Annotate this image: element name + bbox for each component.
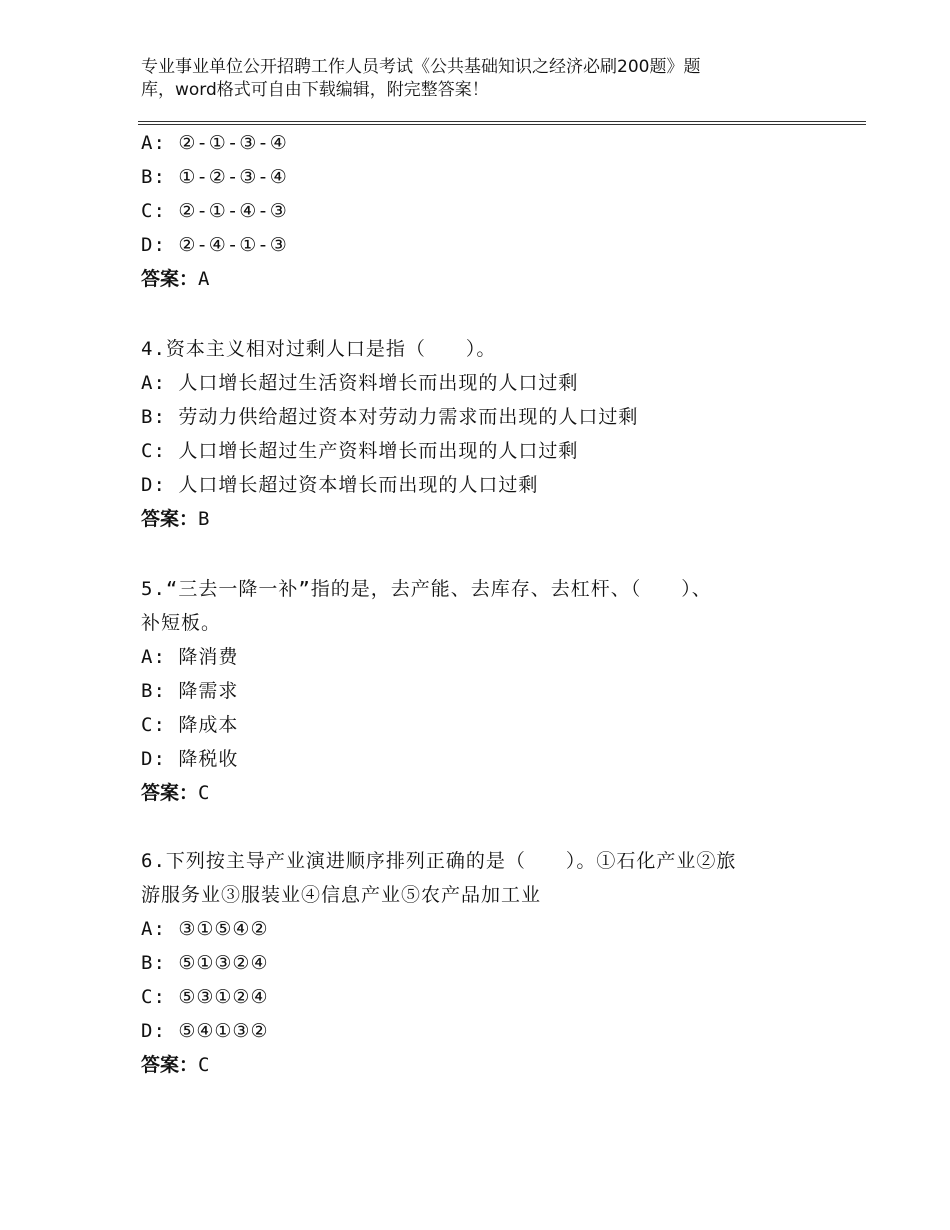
q5-answer-value: C (198, 782, 210, 804)
q3-option-c: C: ②-①-④-③ (141, 200, 288, 222)
q4-option-a: A: 人口增长超过生活资料增长而出现的人口过剩 (141, 372, 579, 394)
q6-answer-value: C (198, 1054, 210, 1076)
answer-label: 答案： (141, 508, 199, 530)
header-divider-bottom (138, 124, 866, 125)
q4-stem: 4.资本主义相对过剩人口是指（ ）。 (141, 338, 497, 360)
q5-option-d: D: 降税收 (141, 748, 239, 770)
q3-option-a: A: ②-①-③-④ (141, 132, 288, 154)
q3-option-b: B: ①-②-③-④ (141, 166, 288, 188)
q4-answer-value: B (198, 508, 210, 530)
q6-option-c: C: ⑤③①②④ (141, 986, 269, 1008)
q6-option-d: D: ⑤④①③② (141, 1020, 269, 1042)
q6-option-a: A: ③①⑤④② (141, 918, 269, 940)
q3-option-d: D: ②-④-①-③ (141, 234, 288, 256)
answer-label: 答案： (141, 268, 199, 290)
q4-answer (141, 506, 209, 532)
answer-label: 答案： (141, 1054, 199, 1076)
q5-option-c: C: 降成本 (141, 714, 239, 736)
q4-option-b: B: 劳动力供给超过资本对劳动力需求而出现的人口过剩 (141, 406, 639, 428)
document-header (141, 56, 781, 102)
header-divider-top (138, 121, 866, 122)
q4-option-c: C: 人口增长超过生产资料增长而出现的人口过剩 (141, 440, 579, 462)
q6-stem-line-1: 6.下列按主导产业演进顺序排列正确的是（ ）。①石化产业②旅 (141, 850, 737, 872)
q3-answer (141, 266, 209, 292)
q5-option-b: B: 降需求 (141, 680, 239, 702)
q5-answer (141, 780, 209, 806)
header-title-line-1: 专业事业单位公开招聘工作人员考试《公共基础知识之经济必刷200题》题 (141, 57, 701, 77)
header-title-line-2: 库，word格式可自由下载编辑，附完整答案！ (141, 80, 489, 100)
q6-option-b: B: ⑤①③②④ (141, 952, 269, 974)
q3-answer-value: A (198, 268, 210, 290)
q6-answer (141, 1052, 209, 1078)
q5-option-a: A: 降消费 (141, 646, 239, 668)
q5-stem-line-1: 5.“三去一降一补”指的是，去产能、去库存、去杠杆、（ ）、 (141, 578, 712, 600)
answer-label: 答案： (141, 782, 199, 804)
q5-stem-line-2: 补短板。 (141, 612, 222, 634)
q6-stem-line-2: 游服务业③服装业④信息产业⑤农产品加工业 (141, 884, 542, 906)
q4-option-d: D: 人口增长超过资本增长而出现的人口过剩 (141, 474, 539, 496)
